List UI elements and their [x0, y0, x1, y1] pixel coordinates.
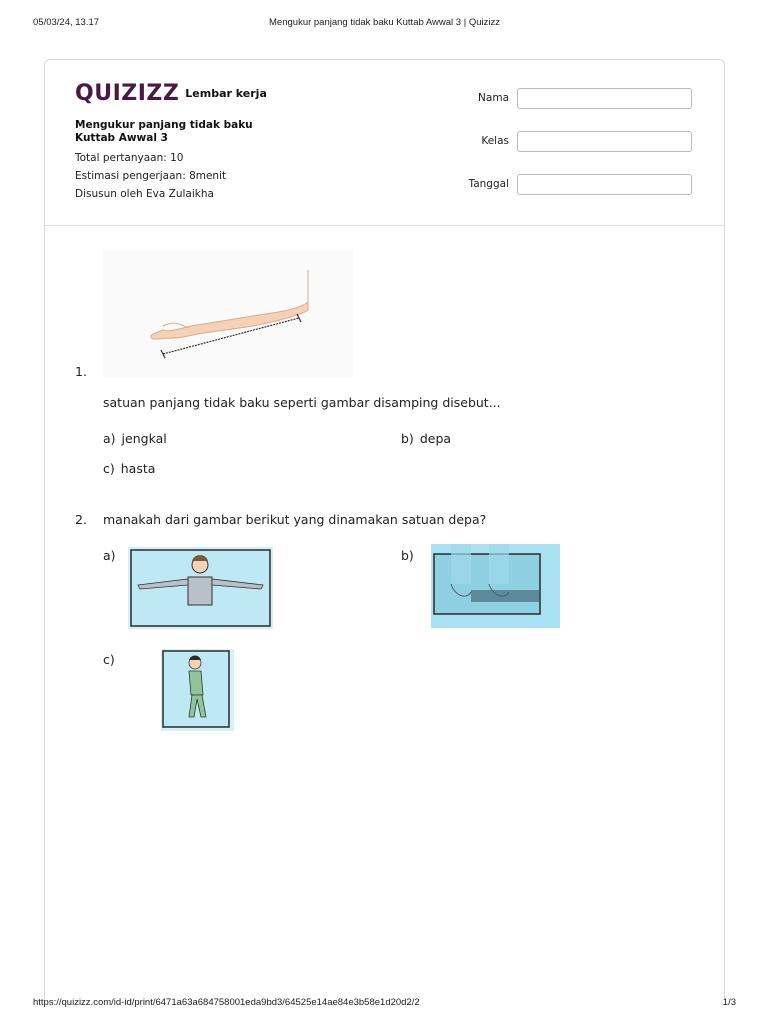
date-field[interactable] [517, 174, 692, 195]
question-1-option-a[interactable] [103, 431, 167, 446]
option-letter: c) [103, 461, 115, 476]
question-2-option-a-letter[interactable] [103, 548, 122, 563]
question-1-option-b[interactable] [401, 431, 451, 446]
quiz-title: Mengukur panjang tidak baku Kuttab Awwal 3 [75, 119, 253, 144]
quiz-total: Total pertanyaan: 10 [75, 152, 184, 164]
hands-on-table-image[interactable] [431, 544, 560, 628]
question-2-number: 2. [75, 512, 87, 527]
name-field[interactable] [517, 88, 692, 109]
logo-subtitle: Lembar kerja [185, 86, 267, 100]
forearm-hasta-image [103, 250, 353, 378]
date-label: Tanggal [468, 178, 509, 190]
option-text: depa [419, 431, 452, 446]
print-datetime: 05/03/24, 13.17 [33, 17, 100, 28]
question-1-text: satuan panjang tidak baku seperti gambar disamping disebut... [103, 395, 501, 410]
option-letter: a) [103, 548, 116, 563]
quiz-estimate: Estimasi pengerjaan: 8menit [75, 170, 227, 182]
question-1-number: 1. [75, 364, 87, 379]
quizizz-logo [75, 80, 267, 106]
worksheet [44, 59, 725, 1000]
question-2-option-b-letter[interactable] [401, 548, 420, 563]
option-text: jengkal [121, 431, 167, 446]
question-2-text: manakah dari gambar berikut yang dinamakan satuan depa? [103, 512, 487, 527]
depa-arms-out-image[interactable] [128, 547, 273, 629]
option-letter: a) [103, 431, 116, 446]
option-letter: b) [401, 548, 414, 563]
worksheet-header [45, 60, 724, 226]
name-label: Nama [478, 92, 509, 104]
option-letter: b) [401, 431, 414, 446]
option-letter: c) [103, 652, 115, 667]
print-doc-title: Mengukur panjang tidak baku Kuttab Awwal 3 | Quizizz [269, 17, 500, 28]
person-walking-image[interactable] [161, 649, 234, 731]
option-text: hasta [120, 461, 156, 476]
print-footer [33, 997, 736, 1011]
class-field[interactable] [517, 131, 692, 152]
page-number: 1/3 [722, 997, 736, 1008]
logo-brand: QUIZIZZ [75, 80, 180, 106]
print-url: https://quizizz.com/id-id/print/6471a63a684758001eda9bd3/64525e14ae84e3b58e1d20d2/2 [33, 997, 420, 1008]
question-1-option-c[interactable] [103, 461, 155, 476]
question-2-option-c-letter[interactable] [103, 652, 121, 667]
class-label: Kelas [481, 135, 509, 147]
quiz-author: Disusun oleh Eva Zulaikha [75, 188, 214, 200]
print-header [33, 17, 736, 31]
